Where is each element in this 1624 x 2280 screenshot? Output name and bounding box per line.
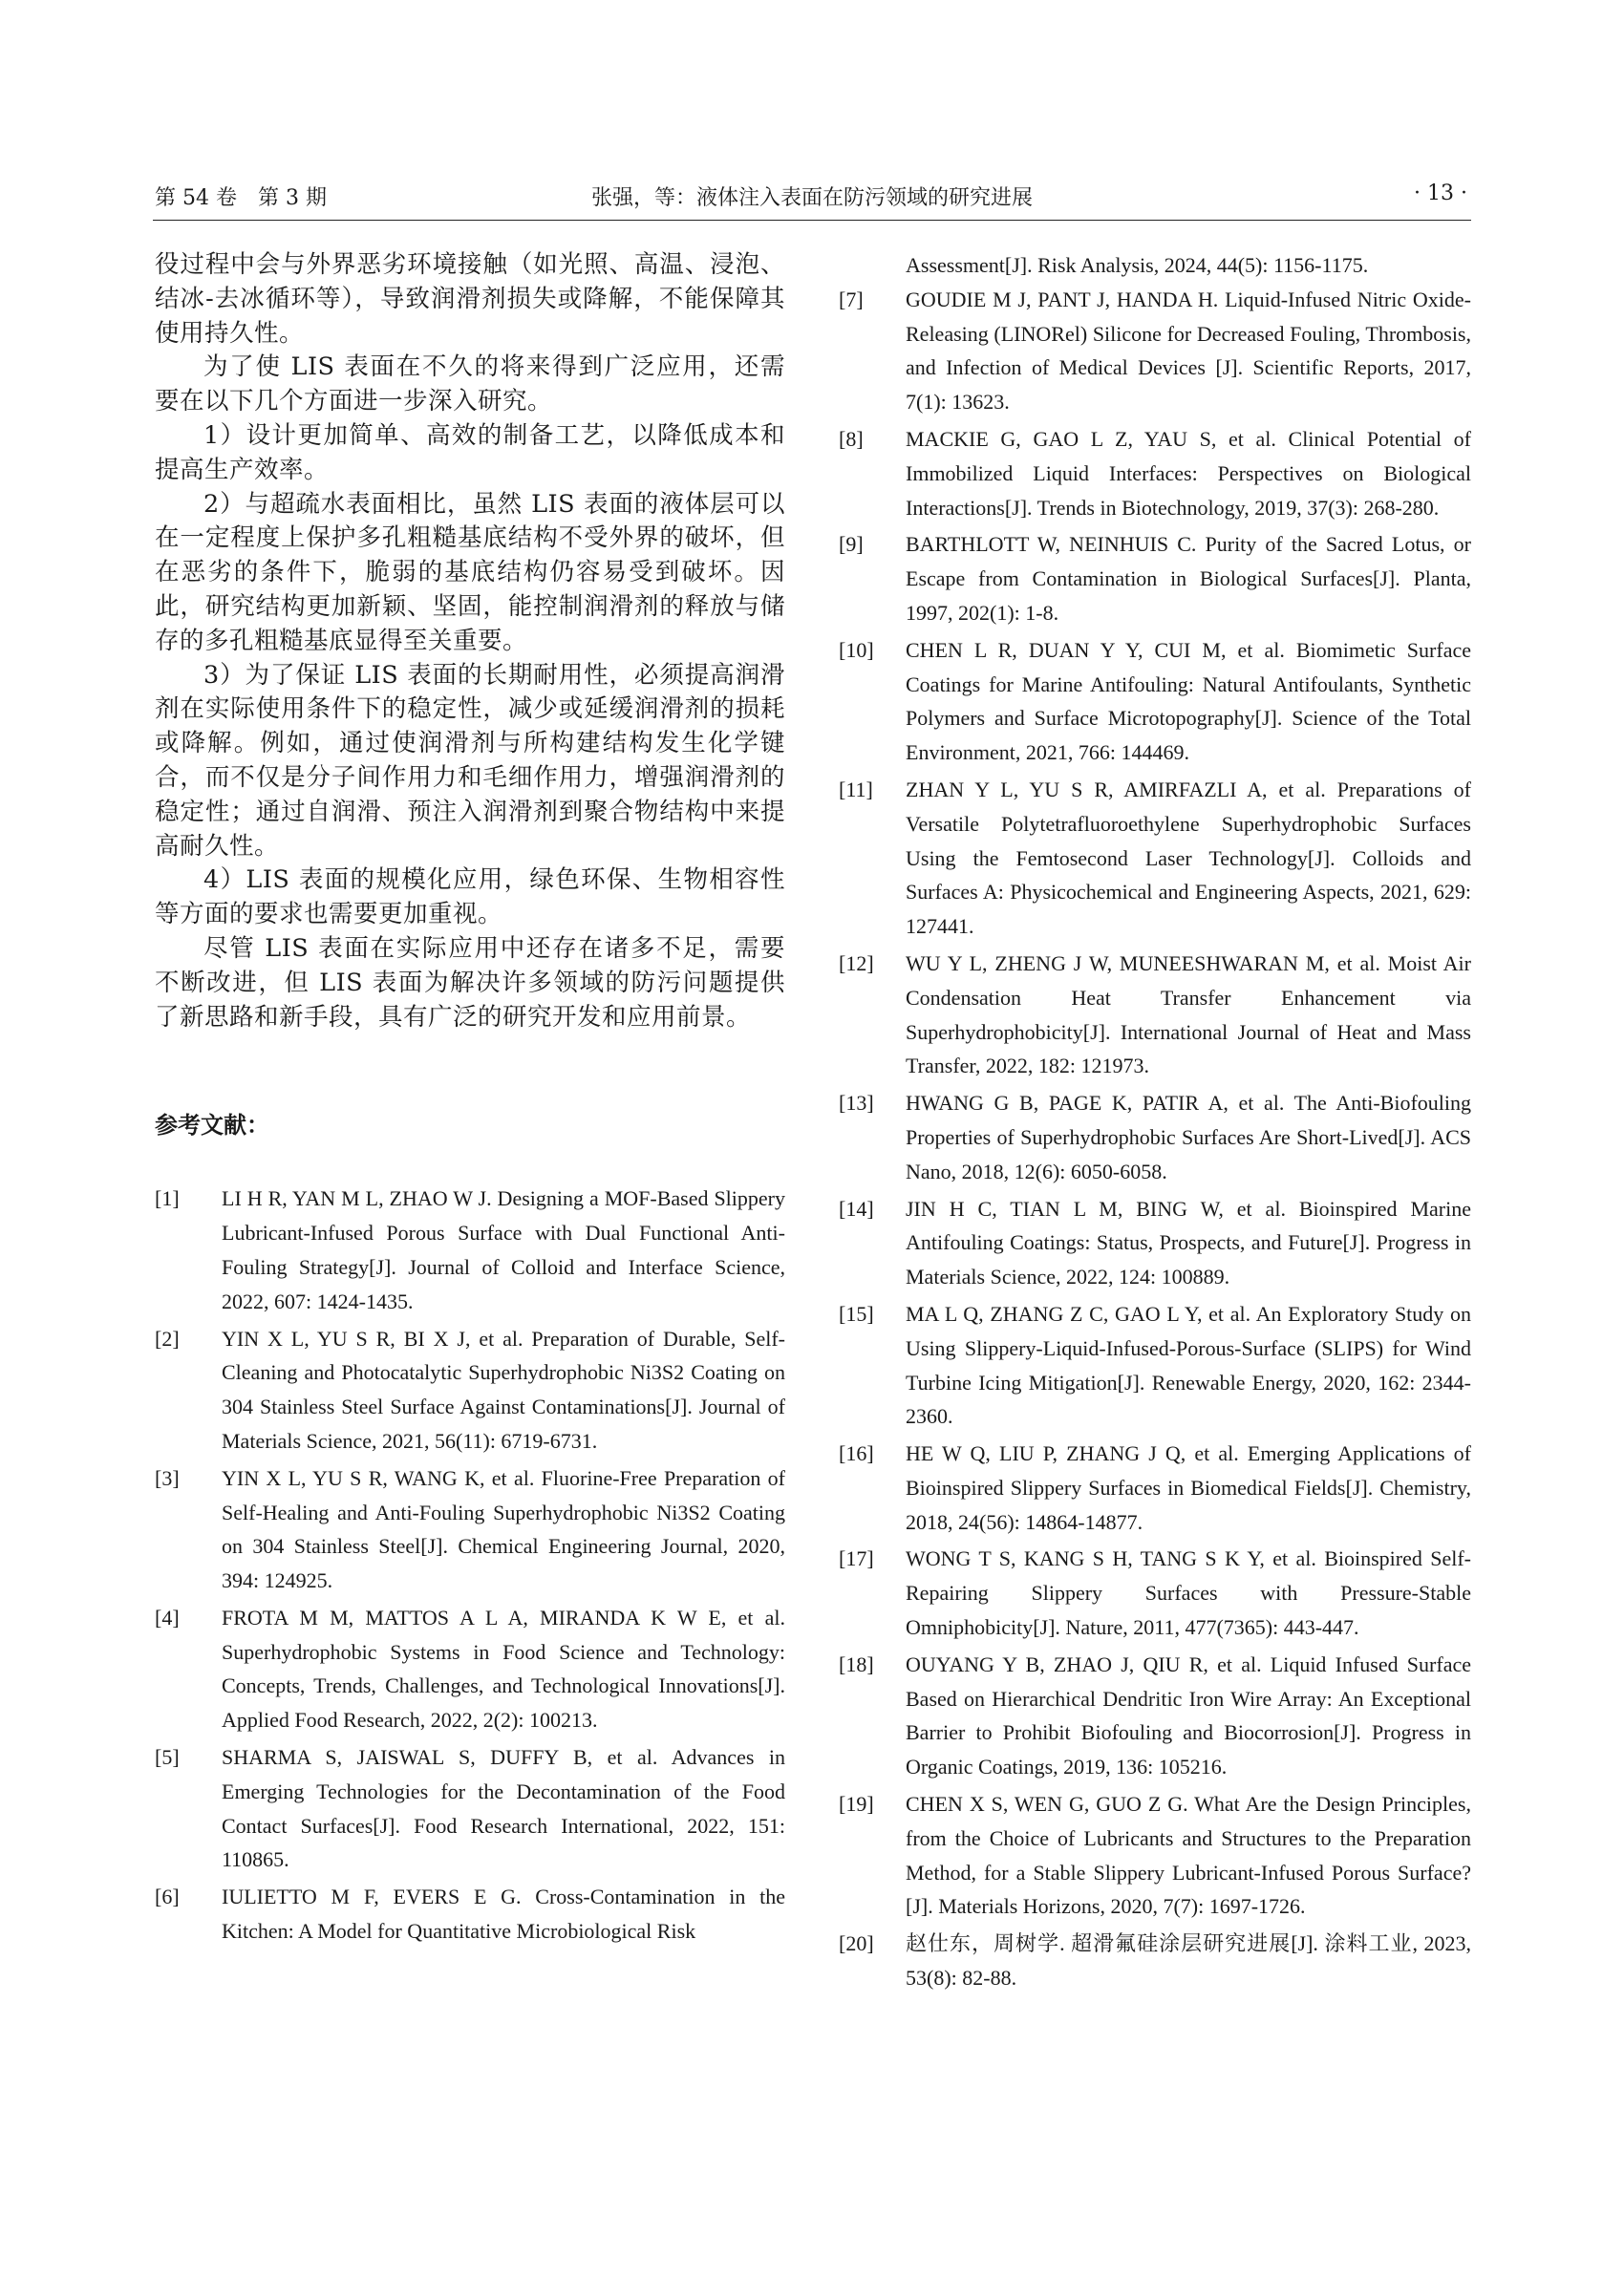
reference-text-continuation: Assessment[J]. Risk Analysis, 2024, 44(5): 1156-1175. — [906, 253, 1369, 277]
reference-number: [12] — [839, 950, 874, 975]
reference-text: MA L Q, ZHANG Z C, GAO L Y, et al. An Exploratory Study on Using Slippery-Liquid-Infused-Porous-Surface (SLIPS) for Wind Turbine Icing Mitigation[J]. Renewable Energy, 2020, 162: 2344-2360. — [906, 1301, 1471, 1429]
reference-number: [13] — [839, 1091, 874, 1116]
article-running-title: 张强，等：液体注入表面在防污领域的研究进展 — [590, 186, 1034, 210]
reference-list-right — [839, 283, 1471, 1995]
reference-number: [3] — [155, 1465, 180, 1490]
reference-text: MACKIE G, GAO L Z, YAU S, et al. Clinical Potential of Immobilized Liquid Interfaces: Perspectives on Biological Interactions[J]. Trends in Biotechnology, 2019, 37(3): 268-280. — [906, 426, 1471, 520]
body-paragraph: 2）与超疏水表面相比，虽然 LIS 表面的液体层可以在一定程度上保护多孔粗糙基底结构不受外界的破坏，但在恶劣的条件下，脆弱的基底结构仍容易受到破坏。因此，研究结构更加新颖、坚固，能控制润滑剂的释放与储存的多孔粗糙基底显得至关重要。 — [155, 489, 785, 655]
reference-item — [839, 527, 1471, 629]
reference-item — [839, 633, 1471, 770]
reference-number: [6] — [155, 1885, 180, 1909]
reference-item — [839, 283, 1471, 419]
reference-text: SHARMA S, JAISWAL S, DUFFY B, et al. Advances in Emerging Technologies for the Decontamination of the Food Contact Surfaces[J]. Food Research International, 2022, 151: 110865. — [222, 1745, 785, 1872]
page-number: · 13 · — [1414, 181, 1467, 205]
reference-item — [839, 1787, 1471, 1924]
reference-item — [155, 1182, 785, 1318]
reference-text: FROTA M M, MATTOS A L A, MIRANDA K W E, et al. Superhydrophobic Systems in Food Science and Technology: Concepts, Trends, Challenges, and Technological Innovations[J]. Applied Food Research, 2022, 2(2): 100213. — [222, 1605, 785, 1733]
reference-item — [155, 1740, 785, 1877]
running-header — [153, 178, 1471, 221]
journal-volume-issue: 第 54 卷 第 3 期 — [155, 186, 327, 210]
reference-number: [14] — [839, 1196, 874, 1221]
reference-text: BARTHLOTT W, NEINHUIS C. Purity of the Sacred Lotus, or Escape from Contamination in Biological Surfaces[J]. Planta, 1997, 202(1): 1-8. — [906, 532, 1471, 625]
reference-item — [839, 773, 1471, 944]
reference-text: HE W Q, LIU P, ZHANG J Q, et al. Emerging Applications of Bioinspired Slippery Surfaces in Biomedical Fields[J]. Chemistry, 2018, 24(56): 14864-14877. — [906, 1441, 1471, 1534]
body-paragraph: 尽管 LIS 表面在实际应用中还存在诸多不足，需要不断改进，但 LIS 表面为解决许多领域的防污问题提供了新思路和新手段，具有广泛的研究开发和应用前景。 — [155, 933, 785, 1032]
references-heading: 参考文献： — [155, 1112, 269, 1140]
reference-text: LI H R, YAN M L, ZHAO W J. Designing a MOF-Based Slippery Lubricant-Infused Porous Surface with Dual Functional Anti-Fouling Strategy[J]. Journal of Colloid and Interface Science, 2022, 607: 1424-1435. — [222, 1186, 785, 1313]
reference-number: [9] — [839, 532, 864, 557]
reference-number: [18] — [839, 1651, 874, 1676]
reference-list-left — [155, 1182, 785, 1949]
reference-text: YIN X L, YU S R, BI X J, et al. Preparation of Durable, Self-Cleaning and Photocatalytic Superhydrophobic Ni3S2 Coating on 304 Stainless Steel Surface Against Contaminations[J]. Journal of Materials Science, 2021, 56(11): 6719-6731. — [222, 1326, 785, 1453]
reference-number: [20] — [839, 1931, 874, 1956]
reference-text: OUYANG Y B, ZHAO J, QIU R, et al. Liquid Infused Surface Based on Hierarchical Dendritic Iron Wire Array: An Exceptional Barrier to Prohibit Biofouling and Biocorrosion[J]. Progress in Organic Coatings, 2019, 136: 105216. — [906, 1651, 1471, 1779]
reference-text: IULIETTO M F, EVERS E G. Cross-Contamination in the Kitchen: A Model for Quantitative Microbiological Risk — [222, 1885, 785, 1944]
reference-number: [7] — [839, 287, 864, 311]
reference-item — [839, 1297, 1471, 1434]
body-paragraph: 为了使 LIS 表面在不久的将来得到广泛应用，还需要在以下几个方面进一步深入研究。 — [155, 352, 785, 416]
reference-item — [839, 1192, 1471, 1294]
reference-number: [2] — [155, 1326, 180, 1351]
reference-text: YIN X L, YU S R, WANG K, et al. Fluorine-Free Preparation of Self-Healing and Anti-Fouling Superhydrophobic Ni3S2 Coating on 304 Stainless Steel[J]. Chemical Engineering Journal, 2020, 394: 124925. — [222, 1465, 785, 1593]
reference-text: WU Y L, ZHENG J W, MUNEESHWARAN M, et al. Moist Air Condensation Heat Transfer Enhancement via Superhydrophobicity[J]. International Journal of Heat and Mass Transfer, 2022, 182: 121973. — [906, 950, 1471, 1078]
reference-number: [15] — [839, 1301, 874, 1326]
reference-text: HWANG G B, PAGE K, PATIR A, et al. The Anti-Biofouling Properties of Superhydrophobic Surfaces Are Short-Lived[J]. ACS Nano, 2018, 12(6): 6050-6058. — [906, 1091, 1471, 1183]
reference-number: [16] — [839, 1441, 874, 1466]
reference-number: [5] — [155, 1745, 180, 1770]
left-column — [155, 248, 785, 1951]
reference-number: [1] — [155, 1186, 180, 1211]
reference-number: [19] — [839, 1792, 874, 1817]
reference-number: [17] — [839, 1546, 874, 1571]
reference-item — [839, 1542, 1471, 1644]
reference-item — [839, 1927, 1471, 1995]
reference-number: [4] — [155, 1605, 180, 1630]
reference-text: CHEN L R, DUAN Y Y, CUI M, et al. Biomimetic Surface Coatings for Marine Antifouling: Natural Antifoulants, Synthetic Polymers and Surface Microtopography[J]. Science of the Total Environment, 2021, 766: 144469. — [906, 637, 1471, 765]
reference-text: 赵仕东，周树学. 超滑氟硅涂层研究进展[J]. 涂料工业, 2023, 53(8): 82-88. — [906, 1931, 1471, 1991]
reference-item — [839, 1437, 1471, 1539]
reference-text: GOUDIE M J, PANT J, HANDA H. Liquid-Infused Nitric Oxide-Releasing (LINORel) Silicone for Decreased Fouling, Thrombosis, and Infection of Medical Devices [J]. Scientific Reports, 2017, 7(1): 13623. — [906, 287, 1471, 415]
reference-item — [839, 947, 1471, 1083]
reference-number: [11] — [839, 777, 873, 801]
reference-item — [155, 1322, 785, 1459]
reference-number: [10] — [839, 637, 874, 662]
reference-item — [839, 422, 1471, 524]
body-paragraph: 役过程中会与外界恶劣环境接触（如光照、高温、浸泡、结冰-去冰循环等），导致润滑剂损失或降解，不能保障其使用持久性。 — [155, 250, 785, 348]
reference-text: JIN H C, TIAN L M, BING W, et al. Bioinspired Marine Antifouling Coatings: Status, Prospects, and Future[J]. Progress in Materials Science, 2022, 124: 100889. — [906, 1196, 1471, 1289]
reference-number: [8] — [839, 426, 864, 451]
reference-item — [155, 1601, 785, 1737]
reference-item — [155, 1461, 785, 1598]
reference-text: CHEN X S, WEN G, GUO Z G. What Are the Design Principles, from the Choice of Lubricants and Structures to the Preparation Method, for a Stable Slippery Lubricant-Infused Porous Surface?[J]. Materials Horizons, 2020, 7(7): 1697-1726. — [906, 1792, 1471, 1919]
reference-text: ZHAN Y L, YU S R, AMIRFAZLI A, et al. Preparations of Versatile Polytetrafluoroethylene Superhydrophobic Surfaces Using the Femtosecond Laser Technology[J]. Colloids and Surfaces A: Physicochemical and Engineering Aspects, 2021, 629: 127441. — [906, 777, 1471, 939]
reference-text: WONG T S, KANG S H, TANG S K Y, et al. Bioinspired Self-Repairing Slippery Surfaces with Pressure-Stable Omniphobicity[J]. Nature, 2011, 477(7365): 443-447. — [906, 1546, 1471, 1640]
reference-item — [155, 1880, 785, 1949]
reference-item — [839, 1648, 1471, 1784]
body-paragraph: 4）LIS 表面的规模化应用，绿色环保、生物相容性等方面的要求也需要更加重视。 — [155, 865, 785, 929]
body-paragraph: 1）设计更加简单、高效的制备工艺，以降低成本和提高生产效率。 — [155, 420, 785, 484]
body-paragraph: 3）为了保证 LIS 表面的长期耐用性，必须提高润滑剂在实际使用条件下的稳定性，减少或延缓润滑剂的损耗或降解。例如，通过使润滑剂与所构建结构发生化学键合，而不仅是分子间作用力和毛细作用力，增强润滑剂的稳定性；通过自润滑、预注入润滑剂到聚合物结构中来提高耐久性。 — [155, 660, 785, 861]
reference-item — [839, 1086, 1471, 1188]
right-column — [839, 248, 1471, 1998]
